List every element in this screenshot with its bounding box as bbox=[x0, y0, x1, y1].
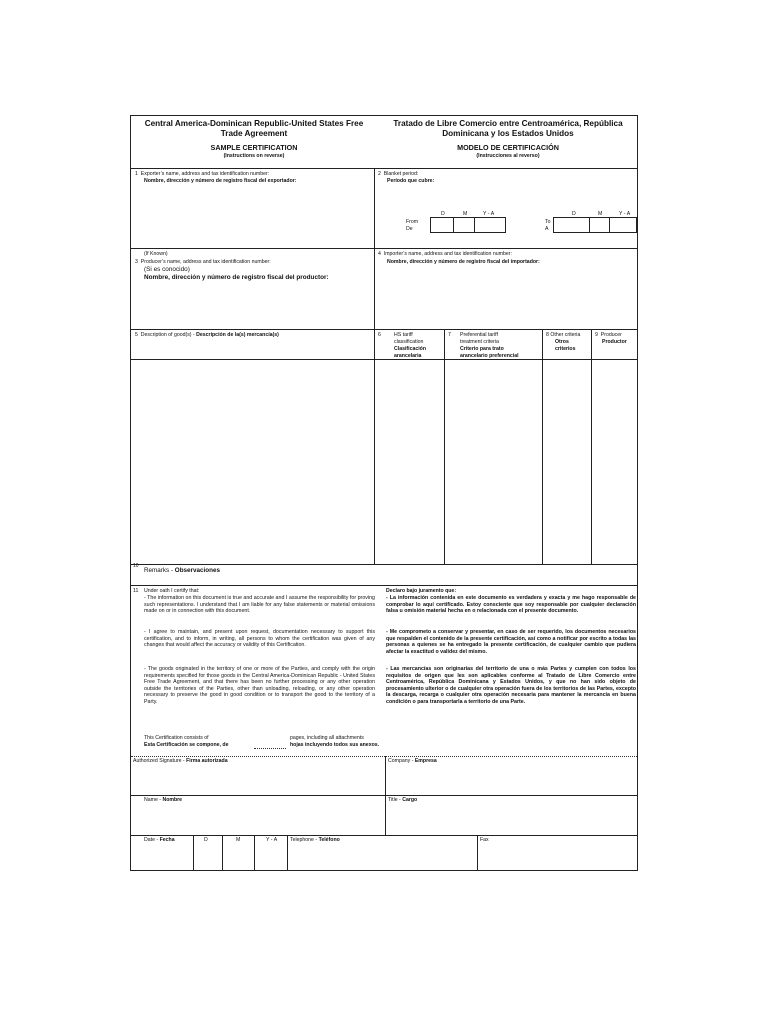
certification-form bbox=[130, 115, 638, 871]
company-input[interactable] bbox=[388, 766, 636, 794]
date-d-label: D bbox=[204, 837, 208, 843]
col5-header bbox=[135, 332, 279, 338]
col6-num: 6 bbox=[378, 332, 381, 338]
col9-label-en: Producer bbox=[600, 332, 622, 338]
col8-label-es1: Otros bbox=[555, 339, 569, 345]
field10-label-es: Observaciones bbox=[174, 567, 220, 574]
from-label: From bbox=[406, 219, 419, 225]
date-m-label: M bbox=[236, 837, 241, 843]
name-en: Name - bbox=[144, 797, 162, 803]
sample-certification-es: MODELO DE CERTIFICACIÓN bbox=[457, 143, 559, 152]
oath-paragraph-1-es: - La información contenida en este documento es verdadera y exacta y me hago responsable de comprobar lo aquí certificado. Estoy consciente que soy responsable por cualquier declaración falsa u omisión material hecha en o relacionada con el presente documento. bbox=[386, 595, 636, 615]
oath-intro-es: Declaro bajo juramento que: bbox=[386, 588, 457, 594]
instructions-es: (Instrucciones al reverso) bbox=[476, 153, 540, 159]
oath-paragraph-2-es: - Me comprometo a conservar y presentar, en caso de ser requerido, los documentos necesarios que respalden el contenido de la presente certificación, así como a notificar por escrito a todas las personas a quienes se ha entregado la presente certificación, de cualquier cambio que pudiera afectar la exactitud o validez del mismo. bbox=[386, 629, 636, 655]
date-v-divider-4 bbox=[287, 835, 288, 870]
si-es-conocido-label: (Si es conocido) bbox=[144, 266, 190, 273]
name-input[interactable] bbox=[133, 805, 383, 833]
col8-num: 8 bbox=[546, 332, 549, 338]
date-ya-label: Y - A bbox=[266, 837, 278, 843]
telephone-es: Teléfono bbox=[318, 837, 340, 843]
field4-label-es: Nombre, dirección y número de registro fiscal del importador: bbox=[387, 259, 540, 265]
a-label: A bbox=[545, 226, 549, 232]
title-es: Tratado de Libre Comercio entre Centroamérica, República Dominicana y los Estados Unidos bbox=[393, 119, 623, 138]
oath-paragraph-1-en: - The information on this document is true and accurate and I assume the responsibility for proving such representations. I understand that I am liable for any false statements or material omissions made on or in connection with this document. bbox=[144, 595, 375, 615]
col5-num: 5 bbox=[135, 332, 138, 338]
auth-signature-label bbox=[133, 758, 228, 764]
exporter-input-area[interactable] bbox=[133, 186, 371, 246]
company-es: Empresa bbox=[414, 758, 437, 764]
from-ya-label: Y - A bbox=[483, 211, 495, 217]
preferential-criteria-area[interactable] bbox=[446, 361, 541, 563]
to-day-box[interactable] bbox=[553, 217, 589, 233]
pages-label-es: hojas incluyendo todos sus anexos. bbox=[290, 742, 380, 748]
other-criteria-area[interactable] bbox=[544, 361, 590, 563]
importer-input-area[interactable] bbox=[377, 268, 635, 326]
oath-paragraph-2-en: - I agree to maintain, and present upon request, documentation necessary to support this certification, and to inform, in writing, all persons to whom the certification was given of any changes that would affect the accuracy or validity of this Certification. bbox=[144, 629, 375, 649]
col8-label-en: Other criteria bbox=[550, 332, 581, 338]
company-label bbox=[388, 758, 437, 764]
col-divider-8-9 bbox=[591, 329, 592, 564]
remarks-input-area[interactable] bbox=[133, 576, 636, 584]
col-divider-6-7 bbox=[444, 329, 445, 564]
divider-h2 bbox=[131, 248, 637, 249]
field1-label-text: Exporter’s name, address and tax identification number: bbox=[140, 171, 270, 177]
signature-mid-divider bbox=[131, 795, 637, 796]
fax-input[interactable] bbox=[479, 844, 636, 868]
auth-signature-en: Authorized Signature - bbox=[133, 758, 185, 764]
fax-label: Fax bbox=[480, 837, 489, 843]
company-en: Company - bbox=[388, 758, 414, 764]
col7-num: 7 bbox=[448, 332, 451, 338]
to-label: To bbox=[545, 219, 551, 225]
producer-column-area[interactable] bbox=[593, 361, 636, 563]
signature-bottom-divider bbox=[131, 835, 637, 836]
consists-label-es: Esta Certificación se compone, de bbox=[144, 742, 229, 748]
title-input[interactable] bbox=[388, 805, 636, 833]
field4-label-en bbox=[378, 251, 512, 257]
field1-num: 1 bbox=[135, 171, 138, 177]
title-en: Central America-Dominican Republic-United States Free Trade Agreement bbox=[144, 119, 364, 138]
divider-h5 bbox=[131, 585, 637, 586]
title-label bbox=[388, 797, 417, 803]
title-en: Title - bbox=[388, 797, 401, 803]
from-day-box[interactable] bbox=[430, 217, 453, 233]
col7-label-es1: Criterio para trato bbox=[460, 346, 504, 352]
to-d-label: D bbox=[572, 211, 576, 217]
field3-label-es: Nombre, dirección y número de registro fiscal del productor: bbox=[144, 274, 329, 281]
producer-input-area[interactable] bbox=[133, 284, 371, 326]
date-month-input[interactable] bbox=[223, 844, 253, 868]
col8-label-es2: criterios bbox=[555, 346, 576, 352]
col7-label-es2: arancelario preferencial bbox=[460, 353, 519, 359]
field11-num: 11 bbox=[133, 588, 139, 594]
page-count-input[interactable] bbox=[254, 740, 286, 749]
field1-label-es: Nombre, dirección y número de registro fiscal del exportador: bbox=[144, 178, 297, 184]
from-month-box[interactable] bbox=[453, 217, 474, 233]
col6-label-en2: classification bbox=[394, 339, 424, 345]
from-m-label: M bbox=[463, 211, 468, 217]
oath-intro-en: Under oath I certify that: bbox=[144, 588, 200, 594]
date-es: Fecha bbox=[159, 837, 175, 843]
to-ya-label: Y - A bbox=[619, 211, 631, 217]
col-divider-7-8 bbox=[542, 329, 543, 564]
from-year-box[interactable] bbox=[474, 217, 506, 233]
telephone-label bbox=[290, 837, 340, 843]
telephone-input[interactable] bbox=[289, 844, 475, 868]
field10-label-en: Remarks - bbox=[144, 567, 174, 574]
field2-label-en bbox=[378, 171, 418, 177]
signature-input[interactable] bbox=[133, 766, 383, 794]
telephone-en: Telephone - bbox=[290, 837, 318, 843]
field2-label-text: Blanket period: bbox=[383, 171, 419, 177]
pages-label-en: pages, including all attachments bbox=[290, 735, 364, 741]
field3-label-en bbox=[135, 259, 271, 265]
date-v-divider-5 bbox=[477, 835, 478, 870]
col9-num: 9 bbox=[595, 332, 598, 338]
field2-label-es: Período que cubre: bbox=[387, 178, 435, 184]
field10-num: 10 bbox=[133, 563, 139, 569]
divider-h3 bbox=[131, 329, 637, 330]
field10-label bbox=[144, 567, 220, 574]
sample-certification-en: SAMPLE CERTIFICATION bbox=[210, 143, 298, 152]
goods-description-area[interactable] bbox=[133, 361, 373, 563]
name-es: Nombre bbox=[162, 797, 183, 803]
instructions-en: (Instructions on reverse) bbox=[223, 153, 285, 159]
divider-h4 bbox=[131, 564, 637, 565]
col7-label-en2: treatment criteria bbox=[460, 339, 499, 345]
name-label bbox=[144, 797, 182, 803]
field4-label-text: Importer’s name, address and tax identification number: bbox=[383, 251, 512, 257]
field4-num: 4 bbox=[378, 251, 381, 257]
field2-num: 2 bbox=[378, 171, 381, 177]
oath-paragraph-3-es: - Las mercancías son originarias del territorio de una o más Partes y cumplen con todos los requisitos de origen que les son aplicables conforme al Tratado de Libre Comercio entre Centroamérica, República Dominicana y Estados Unidos, y que no han sido objeto de procesamiento ulterior o de cualquier otra operación fuera de los territorios de las Partes, excepto la descarga, recarga o cualquier otra operación necesaria para mantener la mercancía en buena condición o para transportarla a territorio de una Parte. bbox=[386, 666, 636, 705]
table-header-divider bbox=[131, 359, 637, 360]
date-day-input[interactable] bbox=[194, 844, 221, 868]
to-year-box[interactable] bbox=[609, 217, 637, 233]
de-label: De bbox=[406, 226, 413, 232]
date-label bbox=[144, 837, 175, 843]
field3-num: 3 bbox=[135, 259, 138, 265]
col5-label-en: Description of good(s) - bbox=[140, 332, 195, 338]
header-divider bbox=[131, 168, 637, 169]
col9-label-es: Productor bbox=[602, 339, 627, 345]
col8-header bbox=[546, 332, 580, 338]
signature-top-divider bbox=[131, 756, 637, 757]
col6-label-en1: HS tariff bbox=[394, 332, 413, 338]
date-year-input[interactable] bbox=[255, 844, 286, 868]
field1-label-en bbox=[135, 171, 269, 177]
col-divider-5-6 bbox=[374, 329, 375, 564]
to-month-box[interactable] bbox=[589, 217, 609, 233]
title-es: Cargo bbox=[402, 797, 418, 803]
col9-header bbox=[595, 332, 622, 338]
if-known-label: (If Known) bbox=[144, 251, 168, 257]
col7-label-en1: Preferential tariff bbox=[460, 332, 498, 338]
field3-label-text: Producer’s name, address and tax identification number: bbox=[140, 259, 271, 265]
col5-label-es: Descripción de la(s) mercancía(s) bbox=[196, 332, 279, 338]
col6-label-es1: Clasificación bbox=[394, 346, 427, 352]
oath-paragraph-3-en: - The goods originated in the territory of one or more of the Parties, and comply with the origin requirements specified for those goods in the Central America-Dominican Republic - United States Free Trade Agreement, and that there has been no further processing or any other operation outside the territories of the Parties, other than unloading, reloading, or any other operation necessary to preserve the good in good condition or to transport the good to the territory of a Party. bbox=[144, 666, 375, 705]
auth-signature-es: Firma autorizada bbox=[186, 758, 228, 764]
consists-label-en: This Certification consists of bbox=[144, 735, 209, 741]
to-m-label: M bbox=[598, 211, 603, 217]
date-en: Date - bbox=[144, 837, 159, 843]
from-d-label: D bbox=[441, 211, 445, 217]
hs-classification-area[interactable] bbox=[376, 361, 443, 563]
col6-label-es2: arancelaria bbox=[394, 353, 422, 359]
